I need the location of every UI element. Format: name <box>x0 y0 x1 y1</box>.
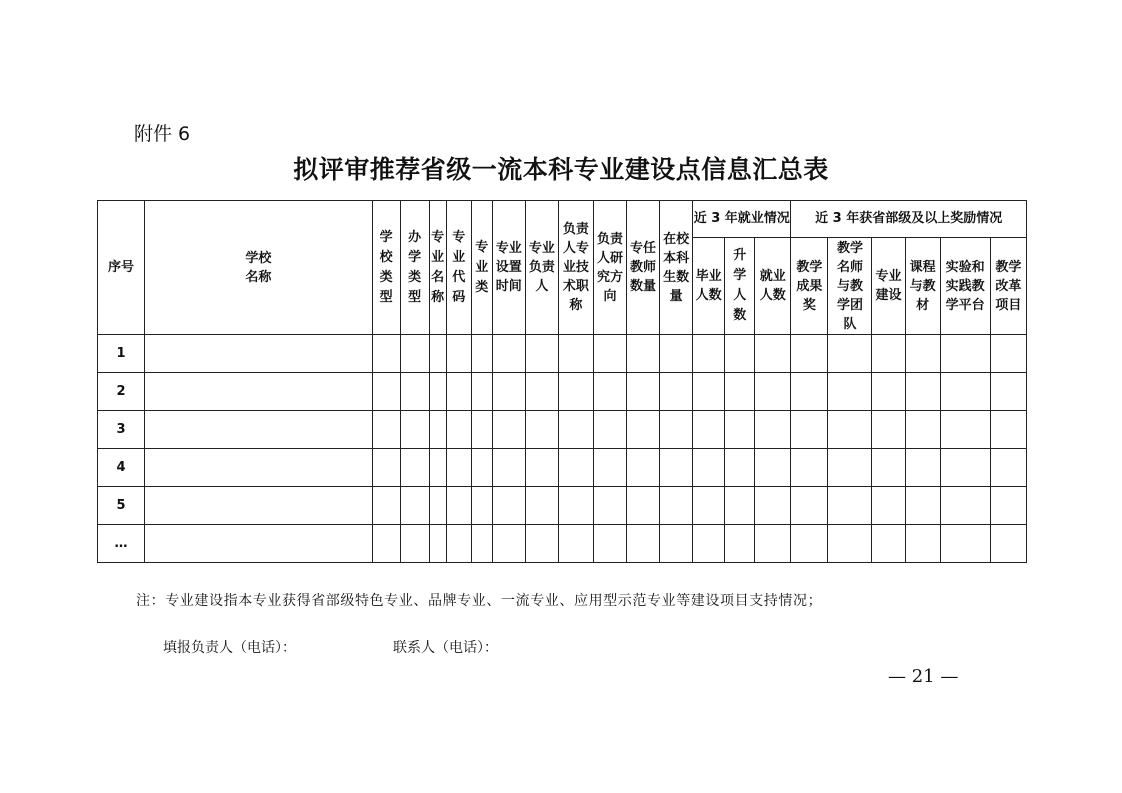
row-number: 5 <box>98 487 145 525</box>
table-cell <box>791 449 828 487</box>
table-cell <box>693 525 725 563</box>
table-row <box>98 411 1027 449</box>
table-row <box>98 487 1027 525</box>
table-cell <box>791 525 828 563</box>
table-cell <box>660 335 693 373</box>
table-cell <box>660 373 693 411</box>
header-major-class: 专业类 <box>471 201 492 335</box>
table-cell <box>905 335 940 373</box>
table-cell <box>660 487 693 525</box>
header-graduates: 毕业人数 <box>693 238 725 335</box>
table-cell <box>471 411 492 449</box>
footnote: 注：专业建设指本专业获得省部级特色专业、品牌专业、一流专业、应用型示范专业等建设项目支持情况； <box>136 593 823 609</box>
table-cell <box>990 411 1026 449</box>
row-number: 3 <box>98 411 145 449</box>
table-cell <box>558 487 593 525</box>
table-cell <box>627 411 660 449</box>
table-cell <box>446 525 471 563</box>
table-cell <box>872 449 905 487</box>
header-teaching-award: 教学成果奖 <box>791 238 828 335</box>
table-cell <box>990 335 1026 373</box>
table-cell <box>725 449 755 487</box>
header-setup-time: 专业设置时间 <box>492 201 525 335</box>
table-cell <box>558 373 593 411</box>
table-cell <box>940 373 990 411</box>
table-cell <box>492 335 525 373</box>
table-cell <box>940 411 990 449</box>
table-cell <box>872 487 905 525</box>
table-cell <box>400 525 429 563</box>
table-row <box>98 449 1027 487</box>
table-cell <box>872 335 905 373</box>
table-cell <box>429 449 446 487</box>
table-cell <box>400 449 429 487</box>
header-teacher-team: 教学名师与教学团队 <box>828 238 872 335</box>
header-leader-title: 负责人专业技术职称 <box>558 201 593 335</box>
table-cell <box>828 487 872 525</box>
table-cell <box>905 525 940 563</box>
table-cell <box>755 525 791 563</box>
page-number: — 21 — <box>888 666 959 687</box>
header-teacher-count: 专任教师数量 <box>627 201 660 335</box>
table-cell <box>525 487 558 525</box>
table-cell <box>593 487 626 525</box>
table-cell <box>593 373 626 411</box>
table-cell <box>558 525 593 563</box>
table-cell <box>492 373 525 411</box>
header-school-name: 学校名称 <box>145 201 372 335</box>
table-cell <box>791 373 828 411</box>
row-number: 1 <box>98 335 145 373</box>
table-cell <box>593 335 626 373</box>
header-awards-group: 近 3 年获省部级及以上奖励情况 <box>791 201 1027 238</box>
table-cell <box>828 373 872 411</box>
table-row <box>98 525 1027 563</box>
table-cell <box>446 373 471 411</box>
table-row <box>98 335 1027 373</box>
table-cell <box>872 373 905 411</box>
table-cell <box>725 411 755 449</box>
table-cell <box>755 335 791 373</box>
table-cell <box>940 335 990 373</box>
table-cell <box>145 335 372 373</box>
table-cell <box>940 487 990 525</box>
table-cell <box>905 411 940 449</box>
table-cell <box>145 411 372 449</box>
row-number: … <box>98 525 145 563</box>
table-cell <box>492 487 525 525</box>
table-cell <box>145 449 372 487</box>
table-cell <box>593 411 626 449</box>
table-cell <box>828 449 872 487</box>
table-cell <box>400 335 429 373</box>
table-cell <box>755 487 791 525</box>
table-cell <box>990 373 1026 411</box>
summary-table <box>97 200 1027 563</box>
table-cell <box>725 525 755 563</box>
table-cell <box>990 449 1026 487</box>
table-cell <box>627 487 660 525</box>
header-course-textbook: 课程与教材 <box>905 238 940 335</box>
header-major-name: 专业名称 <box>429 201 446 335</box>
header-run-type: 办学类型 <box>400 201 429 335</box>
table-cell <box>905 487 940 525</box>
table-cell <box>558 449 593 487</box>
table-cell <box>660 449 693 487</box>
table-cell <box>725 373 755 411</box>
table-cell <box>558 335 593 373</box>
table-cell <box>940 525 990 563</box>
table-cell <box>828 411 872 449</box>
table-cell <box>725 487 755 525</box>
table-cell <box>471 335 492 373</box>
table-cell <box>593 525 626 563</box>
table-cell <box>693 411 725 449</box>
table-cell <box>492 525 525 563</box>
table-cell <box>593 449 626 487</box>
table-cell <box>990 487 1026 525</box>
table-cell <box>755 373 791 411</box>
table-cell <box>872 525 905 563</box>
header-employed: 就业人数 <box>755 238 791 335</box>
header-student-count: 在校本科生数量 <box>660 201 693 335</box>
table-cell <box>471 449 492 487</box>
row-number: 2 <box>98 373 145 411</box>
table-cell <box>990 525 1026 563</box>
header-leader: 专业负责人 <box>525 201 558 335</box>
table-cell <box>791 335 828 373</box>
table-cell <box>755 449 791 487</box>
table-cell <box>905 373 940 411</box>
table-cell <box>525 525 558 563</box>
header-further-study: 升学人数 <box>725 238 755 335</box>
table-cell <box>525 373 558 411</box>
table-cell <box>400 411 429 449</box>
table-cell <box>400 373 429 411</box>
header-school-type: 学校类型 <box>372 201 400 335</box>
table-cell <box>145 525 372 563</box>
header-reform-project: 教学改革项目 <box>990 238 1026 335</box>
table-cell <box>429 525 446 563</box>
table-cell <box>828 335 872 373</box>
header-major-code: 专业代码 <box>446 201 471 335</box>
table-cell <box>446 335 471 373</box>
table-cell <box>372 487 400 525</box>
filler-signature: 填报负责人（电话）： <box>163 640 296 656</box>
table-cell <box>627 449 660 487</box>
table-cell <box>492 449 525 487</box>
table-cell <box>471 487 492 525</box>
table-cell <box>558 411 593 449</box>
table-cell <box>627 373 660 411</box>
table-cell <box>940 449 990 487</box>
table-cell <box>446 411 471 449</box>
table-cell <box>372 335 400 373</box>
table-cell <box>525 411 558 449</box>
table-cell <box>446 487 471 525</box>
table-cell <box>755 411 791 449</box>
table-cell <box>905 449 940 487</box>
table-cell <box>627 525 660 563</box>
table-cell <box>429 373 446 411</box>
header-seq: 序号 <box>98 201 145 335</box>
table-cell <box>693 335 725 373</box>
header-employment-group: 近 3 年就业情况 <box>693 201 791 238</box>
attachment-label: 附件 6 <box>134 123 191 145</box>
table-row <box>98 373 1027 411</box>
table-cell <box>471 525 492 563</box>
table-cell <box>693 487 725 525</box>
row-number: 4 <box>98 449 145 487</box>
table-cell <box>660 411 693 449</box>
table-cell <box>372 525 400 563</box>
table-cell <box>400 487 429 525</box>
table-cell <box>725 335 755 373</box>
table-cell <box>791 411 828 449</box>
header-lab-platform: 实验和实践教学平台 <box>940 238 990 335</box>
table-cell <box>693 449 725 487</box>
table-cell <box>872 411 905 449</box>
table-cell <box>525 335 558 373</box>
table-cell <box>471 373 492 411</box>
table-cell <box>429 411 446 449</box>
table-cell <box>372 411 400 449</box>
header-major-construction: 专业建设 <box>872 238 905 335</box>
table-cell <box>627 335 660 373</box>
header-leader-research: 负责人研究方向 <box>593 201 626 335</box>
table-cell <box>828 525 872 563</box>
table-cell <box>429 487 446 525</box>
table-cell <box>660 525 693 563</box>
table-cell <box>145 373 372 411</box>
table-cell <box>492 411 525 449</box>
table-cell <box>446 449 471 487</box>
table-cell <box>145 487 372 525</box>
table-cell <box>372 449 400 487</box>
table-cell <box>525 449 558 487</box>
table-cell <box>693 373 725 411</box>
table-cell <box>429 335 446 373</box>
table-cell <box>791 487 828 525</box>
page-title: 拟评审推荐省级一流本科专业建设点信息汇总表 <box>293 155 829 184</box>
contact-signature: 联系人（电话）： <box>393 640 498 656</box>
table-cell <box>372 373 400 411</box>
